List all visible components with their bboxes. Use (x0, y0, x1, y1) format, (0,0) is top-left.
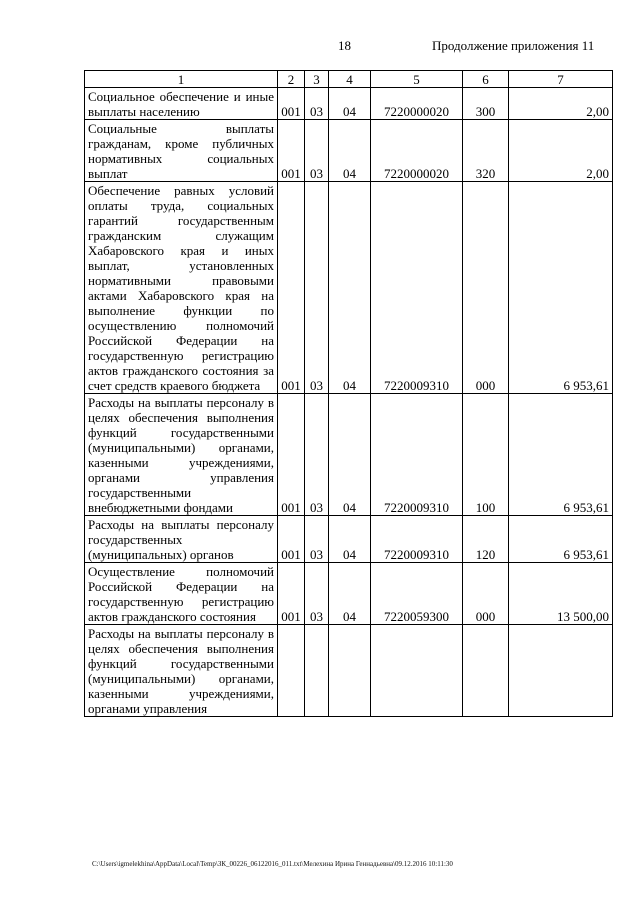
code-cell: 001 (278, 516, 305, 563)
column-header: 5 (371, 71, 463, 88)
table-body (85, 71, 613, 717)
subsection-cell: 04 (329, 88, 371, 120)
subsection-cell: 04 (329, 182, 371, 394)
amount-cell: 6 953,61 (509, 182, 613, 394)
section-cell: 03 (305, 182, 329, 394)
code-cell: 001 (278, 120, 305, 182)
expense-type-cell: 000 (463, 563, 509, 625)
file-path-footer: C:\Users\igmelekhina\AppData\Local\Temp\ЗК_00226_06122016_011.txt\Мелехина Ирина Геннадьевна\09.12.2016 10:11:30 (92, 860, 453, 868)
column-header: 4 (329, 71, 371, 88)
column-header: 1 (85, 71, 278, 88)
row-name-cell: Расходы на выплаты персоналу государственных (муниципальных) органов (85, 516, 278, 563)
expense-type-cell: 120 (463, 516, 509, 563)
expense-type-cell: 000 (463, 182, 509, 394)
amount-cell (509, 625, 613, 717)
subsection-cell: 04 (329, 394, 371, 516)
table-row (85, 182, 613, 394)
target-article-cell: 7220009310 (371, 182, 463, 394)
row-name-cell: Обеспечение равных условий оплаты труда, социальных гарантий государственным гражданским служащим Хабаровского края и иных выплат, установленных нормативными правовыми актами Хабаровского края на выполнение функции по осуществлению полномочий Российской Федерации на государственную регистрацию актов гражданского состояния за счет средств краевого бюджета (85, 182, 278, 394)
column-header: 2 (278, 71, 305, 88)
subsection-cell: 04 (329, 516, 371, 563)
row-name-cell: Социальное обеспечение и иные выплаты населению (85, 88, 278, 120)
expense-type-cell: 320 (463, 120, 509, 182)
budget-table (84, 70, 613, 717)
row-name-cell: Расходы на выплаты персоналу в целях обеспечения выполнения функций государственными (муниципальными) органами, казенными учреждениями, органами управления (85, 625, 278, 717)
code-cell: 001 (278, 182, 305, 394)
expense-type-cell: 100 (463, 394, 509, 516)
table-row (85, 88, 613, 120)
section-cell: 03 (305, 516, 329, 563)
section-cell: 03 (305, 394, 329, 516)
row-name-cell: Социальные выплаты гражданам, кроме публичных нормативных социальных выплат (85, 120, 278, 182)
subsection-cell: 04 (329, 563, 371, 625)
row-name-cell: Осуществление полномочий Российской Федерации на государственную регистрацию актов гражданского состояния (85, 563, 278, 625)
target-article-cell: 7220000020 (371, 120, 463, 182)
amount-cell: 2,00 (509, 88, 613, 120)
section-cell: 03 (305, 88, 329, 120)
subsection-cell (329, 625, 371, 717)
table-header-row (85, 71, 613, 88)
target-article-cell: 7220059300 (371, 563, 463, 625)
continuation-title: Продолжение приложения 11 (432, 38, 595, 53)
target-article-cell: 7220000020 (371, 88, 463, 120)
code-cell: 001 (278, 88, 305, 120)
table-row (85, 625, 613, 717)
amount-cell: 6 953,61 (509, 394, 613, 516)
expense-type-cell (463, 625, 509, 717)
row-name-cell: Расходы на выплаты персоналу в целях обеспечения выполнения функций государственными (муниципальными) органами, казенными учреждениями, органами управления государственными внебюджетными фондами (85, 394, 278, 516)
amount-cell: 6 953,61 (509, 516, 613, 563)
column-header: 3 (305, 71, 329, 88)
amount-cell: 13 500,00 (509, 563, 613, 625)
page-number: 18 (338, 38, 351, 53)
table-row (85, 516, 613, 563)
code-cell: 001 (278, 394, 305, 516)
code-cell (278, 625, 305, 717)
section-cell: 03 (305, 120, 329, 182)
code-cell: 001 (278, 563, 305, 625)
expense-type-cell: 300 (463, 88, 509, 120)
table-row (85, 563, 613, 625)
section-cell: 03 (305, 563, 329, 625)
table-row (85, 394, 613, 516)
column-header: 6 (463, 71, 509, 88)
section-cell (305, 625, 329, 717)
amount-cell: 2,00 (509, 120, 613, 182)
target-article-cell: 7220009310 (371, 394, 463, 516)
target-article-cell (371, 625, 463, 717)
target-article-cell: 7220009310 (371, 516, 463, 563)
column-header: 7 (509, 71, 613, 88)
table-row (85, 120, 613, 182)
subsection-cell: 04 (329, 120, 371, 182)
